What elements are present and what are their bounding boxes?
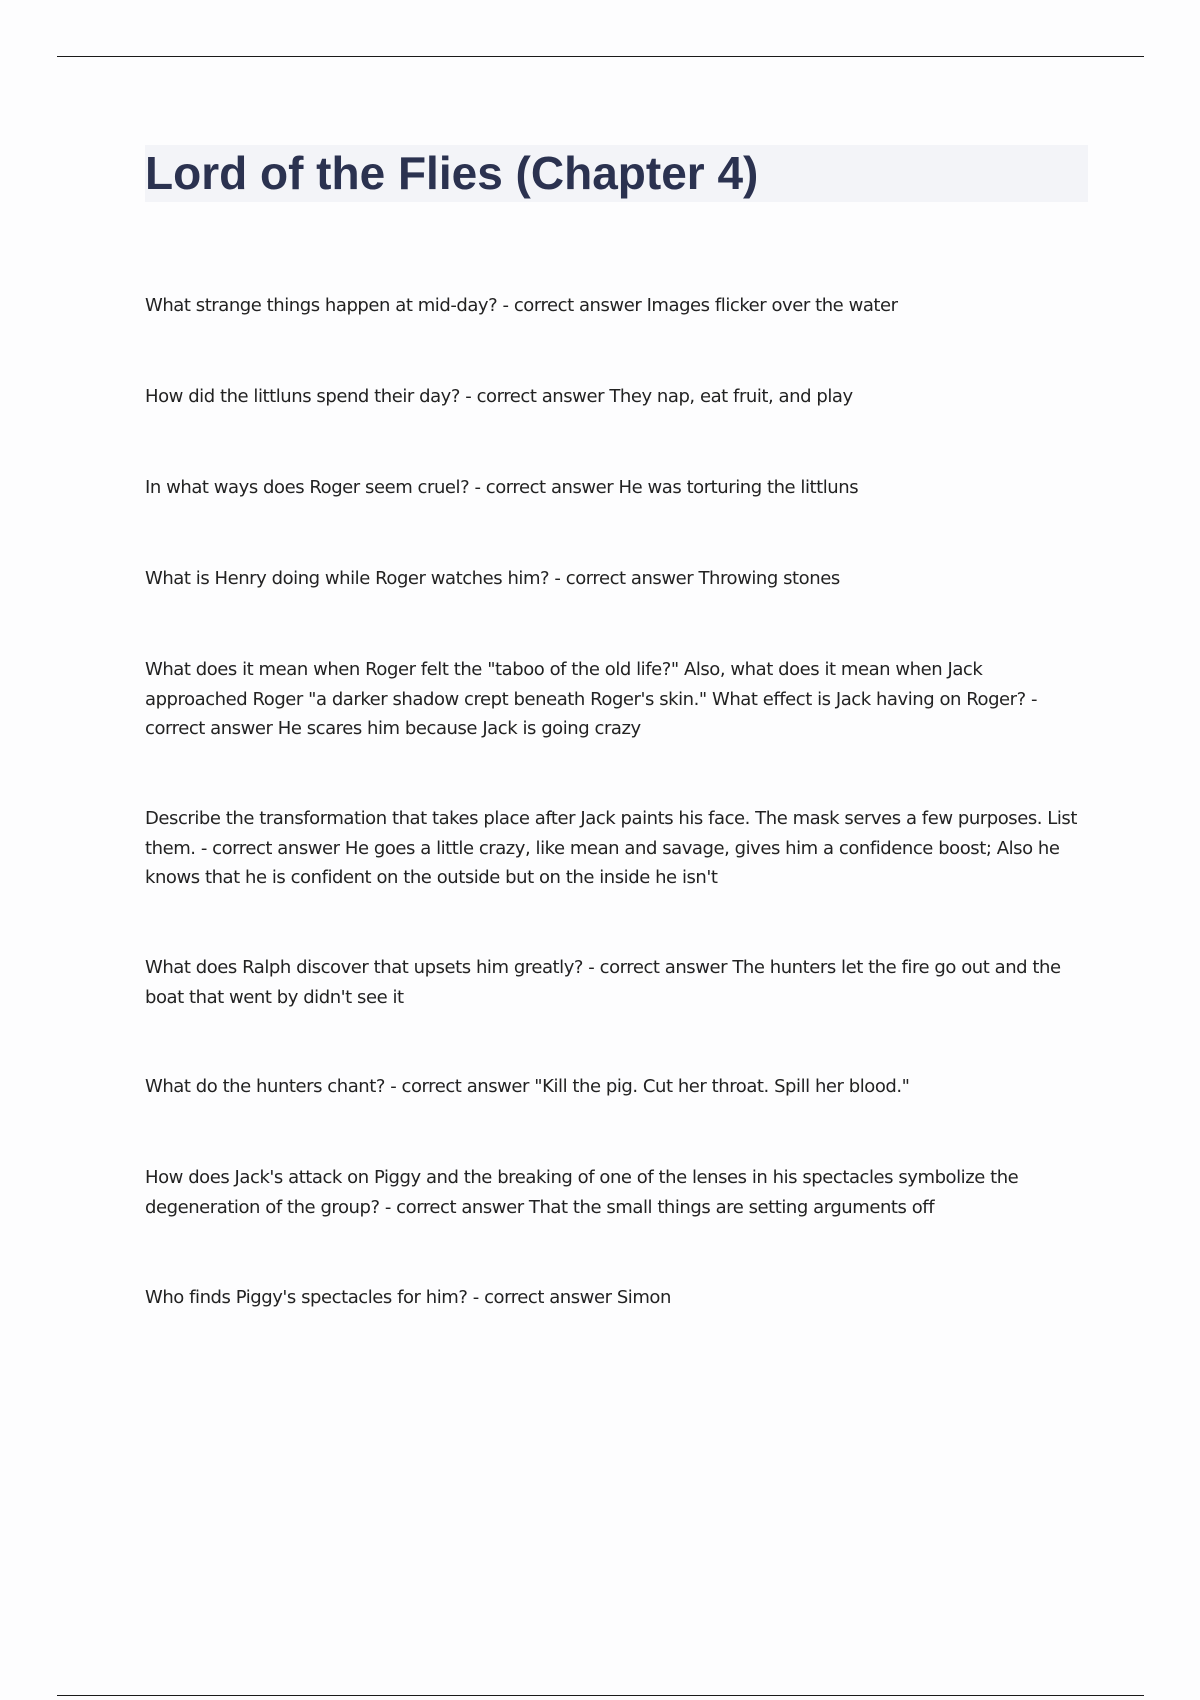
answer-text: Throwing stones (698, 568, 840, 589)
qa-item (145, 1283, 1080, 1313)
answer-text: That the small things are setting arguments off (528, 1196, 935, 1218)
question-text: In what ways does Roger seem cruel? (145, 477, 470, 498)
question-text: What is Henry doing while Roger watches him? (145, 568, 550, 589)
answer-text: They nap, eat fruit, and play (609, 386, 853, 407)
qa-item (145, 1163, 1080, 1222)
question-text: What does Ralph discover that upsets him greatly? (145, 957, 584, 978)
bottom-rule (57, 1695, 1144, 1696)
qa-item (145, 473, 1080, 503)
document-title: Lord of the Flies (Chapter 4) (145, 147, 759, 199)
answer-separator: - correct answer (467, 1287, 617, 1308)
answer-text: Simon (616, 1287, 671, 1308)
question-text: Describe the transformation that takes place after Jack paints his face. The mask serves a few purposes. List them. (145, 808, 1077, 859)
qa-item (145, 382, 1080, 412)
answer-separator: - correct answer (469, 477, 619, 498)
answer-separator: - correct answer (384, 1076, 535, 1097)
question-text: What do the hunters chant? (145, 1076, 385, 1097)
answer-text: "Kill the pig. Cut her throat. Spill her blood." (534, 1076, 910, 1097)
qa-item (145, 1072, 1080, 1102)
answer-text: The hunters let the fire go out and the boat that went by didn't see it (145, 957, 1061, 1008)
qa-item (145, 655, 1080, 744)
answer-separator: - correct answer (379, 1196, 529, 1218)
answer-separator: - correct answer (459, 386, 610, 407)
top-rule (57, 56, 1144, 57)
answer-text: He was torturing the littluns (618, 477, 859, 498)
answer-separator: - correct answer (145, 688, 1038, 739)
answer-text: He goes a little crazy, like mean and savage, gives him a confidence boost; Also he knows that he is confident on the outside but on the inside he isn't (145, 837, 1060, 888)
qa-item (145, 804, 1080, 893)
question-text: What strange things happen at mid-day? (145, 295, 498, 316)
question-text: Who finds Piggy's spectacles for him? (145, 1287, 468, 1308)
answer-separator: - correct answer (497, 295, 647, 316)
qa-item (145, 564, 1080, 594)
question-text: What does it mean when Roger felt the "taboo of the old life?" Also, what does it mean when Jack approached Roger "a darker shadow crept beneath Roger's skin." What effect is Jack having on Roger? (145, 659, 1026, 710)
answer-separator: - correct answer (195, 837, 345, 859)
question-text: How does Jack's attack on Piggy and the breaking of one of the lenses in his spectacles symbolize the degeneration of the group? (145, 1167, 1019, 1218)
qa-item (145, 953, 1080, 1012)
answer-separator: - correct answer (549, 568, 699, 589)
qa-item (145, 291, 1080, 321)
answer-text: He scares him because Jack is going crazy (277, 718, 641, 739)
answer-text: Images flicker over the water (646, 295, 898, 316)
answer-separator: - correct answer (583, 957, 733, 978)
question-text: How did the littluns spend their day? (145, 386, 460, 407)
